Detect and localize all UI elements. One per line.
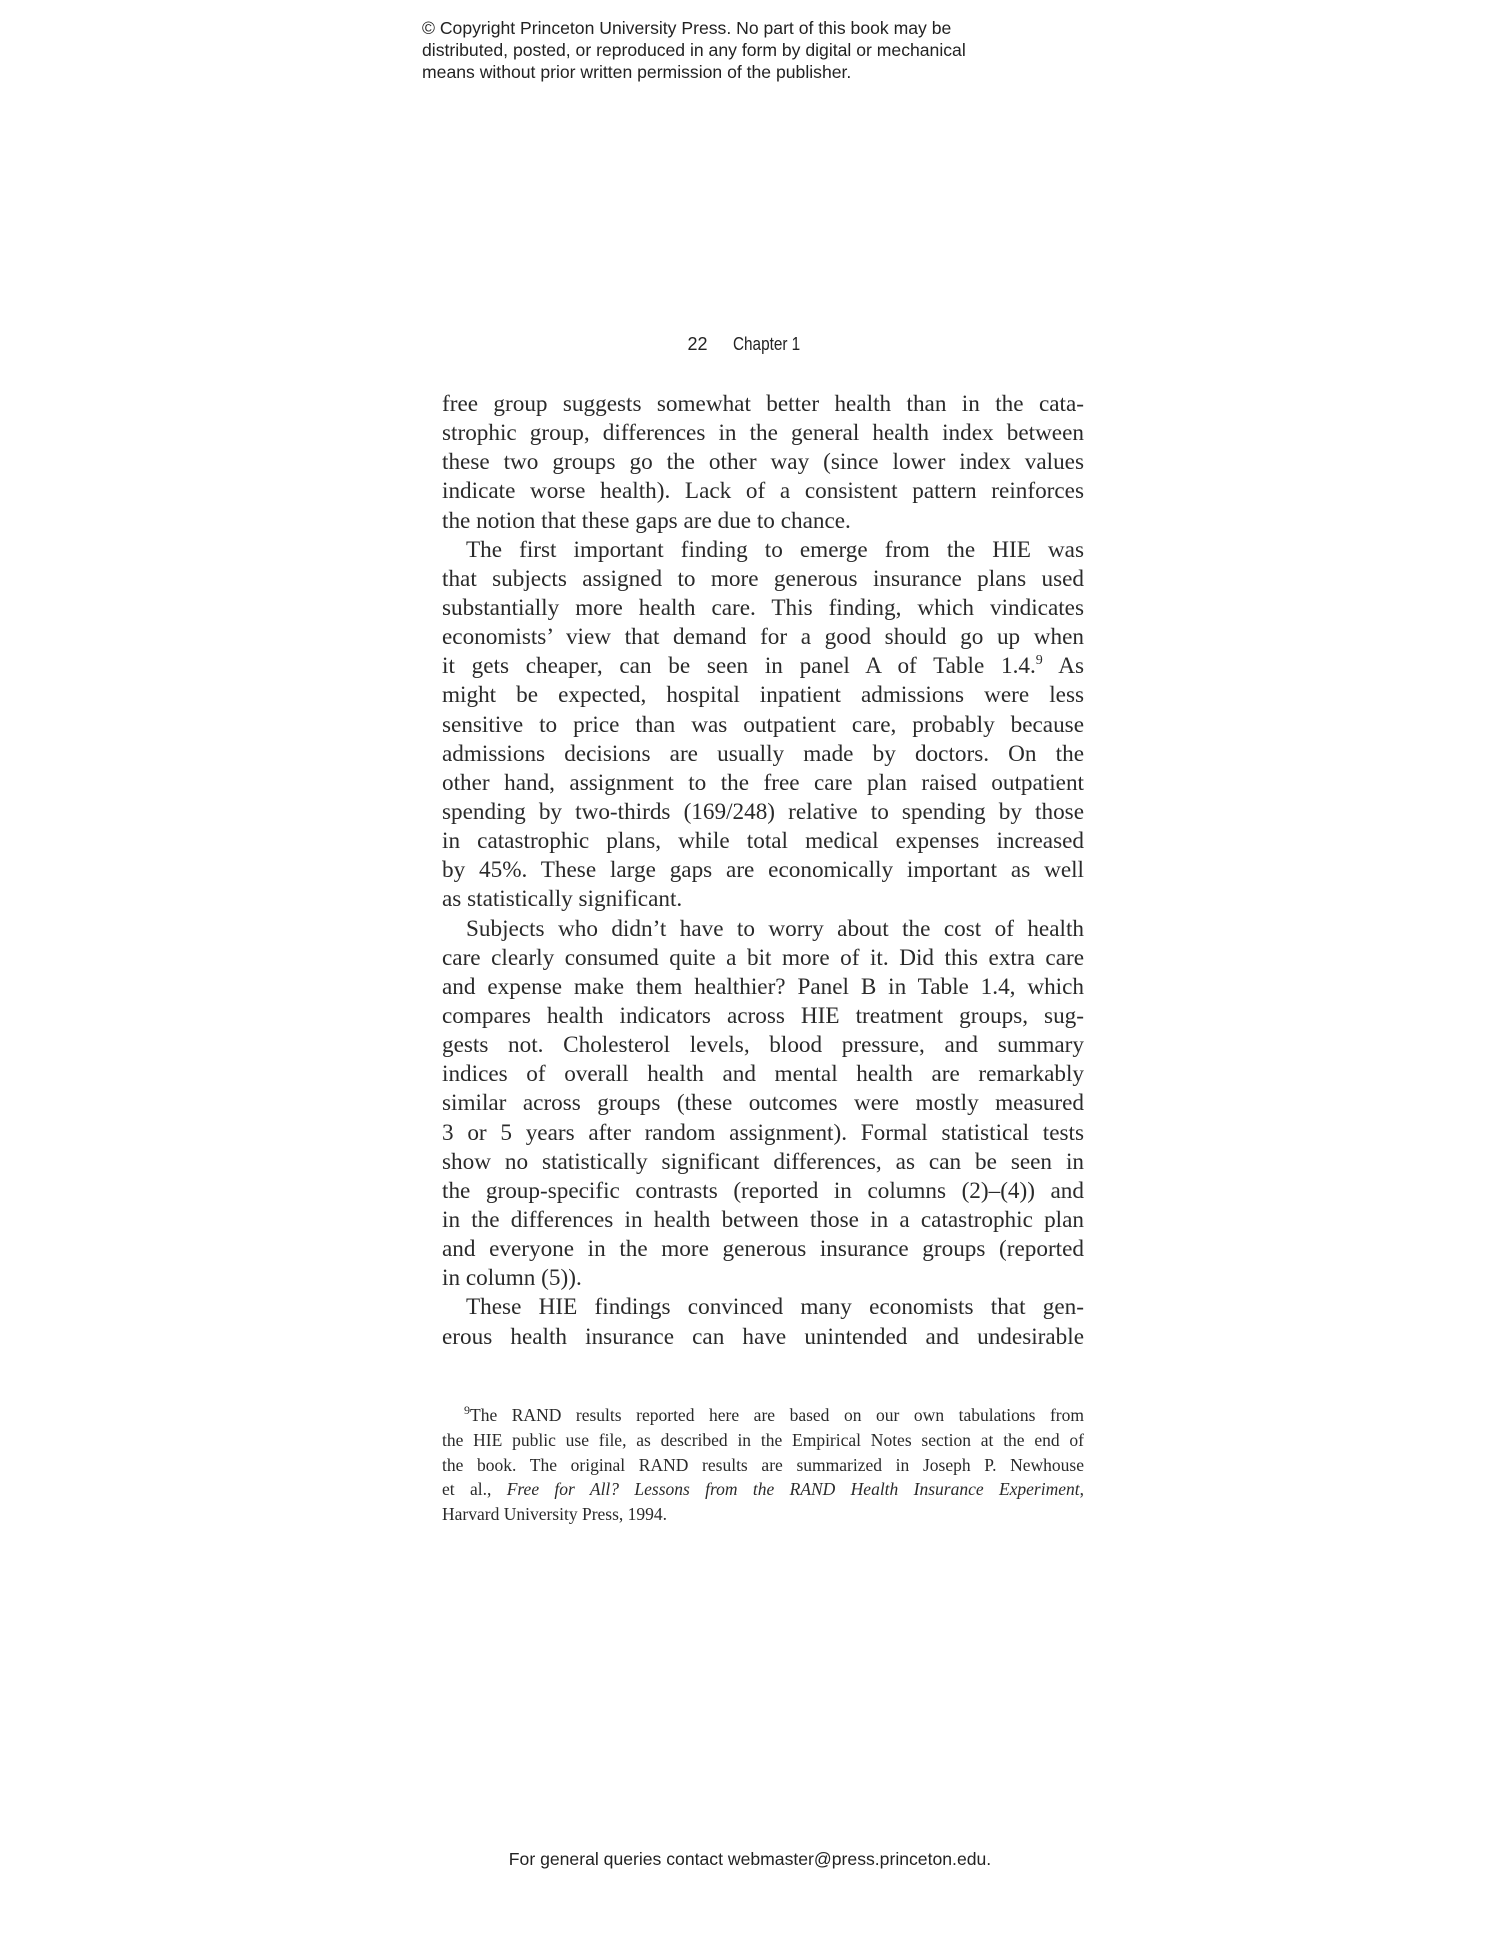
cited-book-title: Free for All? Lessons from the RAND Health Insurance Experiment [506, 1479, 1080, 1500]
text-line: might be expected, hospital inpatient admissions were less [442, 682, 1084, 709]
text-line: other hand, assignment to the free care plan raised outpatient [442, 769, 1084, 796]
copyright-line: © Copyright Princeton University Press. No part of this book may be [422, 18, 952, 38]
text-line: care clearly consumed quite a bit more of it. Did this extra care [442, 944, 1084, 971]
text-segment: The RAND results reported here are based on our own tabulations from [470, 1405, 1084, 1425]
text-line: sensitive to price than was outpatient care, probably because [442, 711, 1084, 738]
text-line: and expense make them healthier? Panel B in Table 1.4, which [442, 973, 1084, 1000]
footnote-line [442, 1403, 1084, 1428]
text-line: in column (5)). [442, 1265, 582, 1292]
footer-contact: For general queries contact webmaster@press.princeton.edu. [508, 1849, 992, 1869]
text-segment: , [1079, 1479, 1085, 1500]
footnote [442, 1403, 1084, 1527]
footnote-line [442, 1477, 1084, 1502]
text-line: similar across groups (these outcomes were mostly measured [442, 1090, 1084, 1117]
body-text [442, 390, 1084, 1352]
text-line: that subjects assigned to more generous insurance plans used [442, 565, 1084, 592]
chapter-title: Chapter 1 [733, 334, 801, 354]
text-line: the notion that these gaps are due to chance. [442, 507, 851, 534]
text-segment: it gets cheaper, can be seen in panel A of Table 1.4. [442, 653, 1036, 680]
footnote-line: Harvard University Press, 1994. [442, 1504, 668, 1525]
text-line: indices of overall health and mental health are remarkably [442, 1061, 1084, 1088]
text-line: these two groups go the other way (since lower index values [442, 449, 1084, 476]
text-line: indicate worse health). Lack of a consistent pattern reinforces [442, 478, 1084, 505]
text-line-with-footnote-ref [442, 652, 1084, 681]
page-number: 22 [687, 334, 708, 354]
copyright-notice [422, 17, 1062, 83]
text-line: compares health indicators across HIE treatment groups, sug- [442, 1002, 1084, 1029]
text-line: Subjects who didn’t have to worry about the cost of health [466, 915, 1084, 942]
text-line: substantially more health care. This finding, which vindicates [442, 594, 1084, 621]
text-line: show no statistically significant differences, as can be seen in [442, 1148, 1084, 1175]
text-line: by 45%. These large gaps are economically important as well [442, 857, 1084, 884]
text-line: and everyone in the more generous insurance groups (reported [442, 1236, 1084, 1263]
footnote-marker: 9 [464, 1403, 470, 1417]
footnote-line: the HIE public use file, as described in the Empirical Notes section at the end of [442, 1429, 1084, 1450]
text-line: 3 or 5 years after random assignment). Formal statistical tests [442, 1119, 1084, 1146]
text-line: economists’ view that demand for a good should go up when [442, 624, 1084, 651]
text-line: erous health insurance can have unintended and undesirable [442, 1323, 1084, 1350]
footnote-line: the book. The original RAND results are summarized in Joseph P. Newhouse [442, 1454, 1084, 1475]
text-line: as statistically significant. [442, 886, 683, 913]
text-line: strophic group, differences in the general health index between [442, 420, 1084, 447]
text-line: The first important finding to emerge from the HIE was [466, 536, 1084, 563]
footnote-reference[interactable]: 9 [1035, 653, 1043, 669]
text-line: gests not. Cholesterol levels, blood pressure, and summary [442, 1032, 1084, 1059]
text-segment: As [1058, 653, 1084, 680]
running-head [0, 332, 1500, 356]
text-line: the group-specific contrasts (reported in columns (2)–(4)) and [442, 1177, 1084, 1204]
text-line: spending by two-thirds (169/248) relative to spending by those [442, 798, 1084, 825]
copyright-line: distributed, posted, or reproduced in any form by digital or mechanical [422, 40, 966, 60]
text-line: in catastrophic plans, while total medical expenses increased [442, 828, 1084, 855]
copyright-line: means without prior written permission of the publisher. [422, 62, 852, 82]
text-line: free group suggests somewhat better health than in the cata- [442, 391, 1084, 417]
text-line: admissions decisions are usually made by doctors. On the [442, 740, 1084, 767]
text-segment: et al., [442, 1479, 507, 1500]
text-line: in the differences in health between those in a catastrophic plan [442, 1206, 1084, 1233]
text-line: These HIE findings convinced many economists that gen- [466, 1294, 1084, 1321]
